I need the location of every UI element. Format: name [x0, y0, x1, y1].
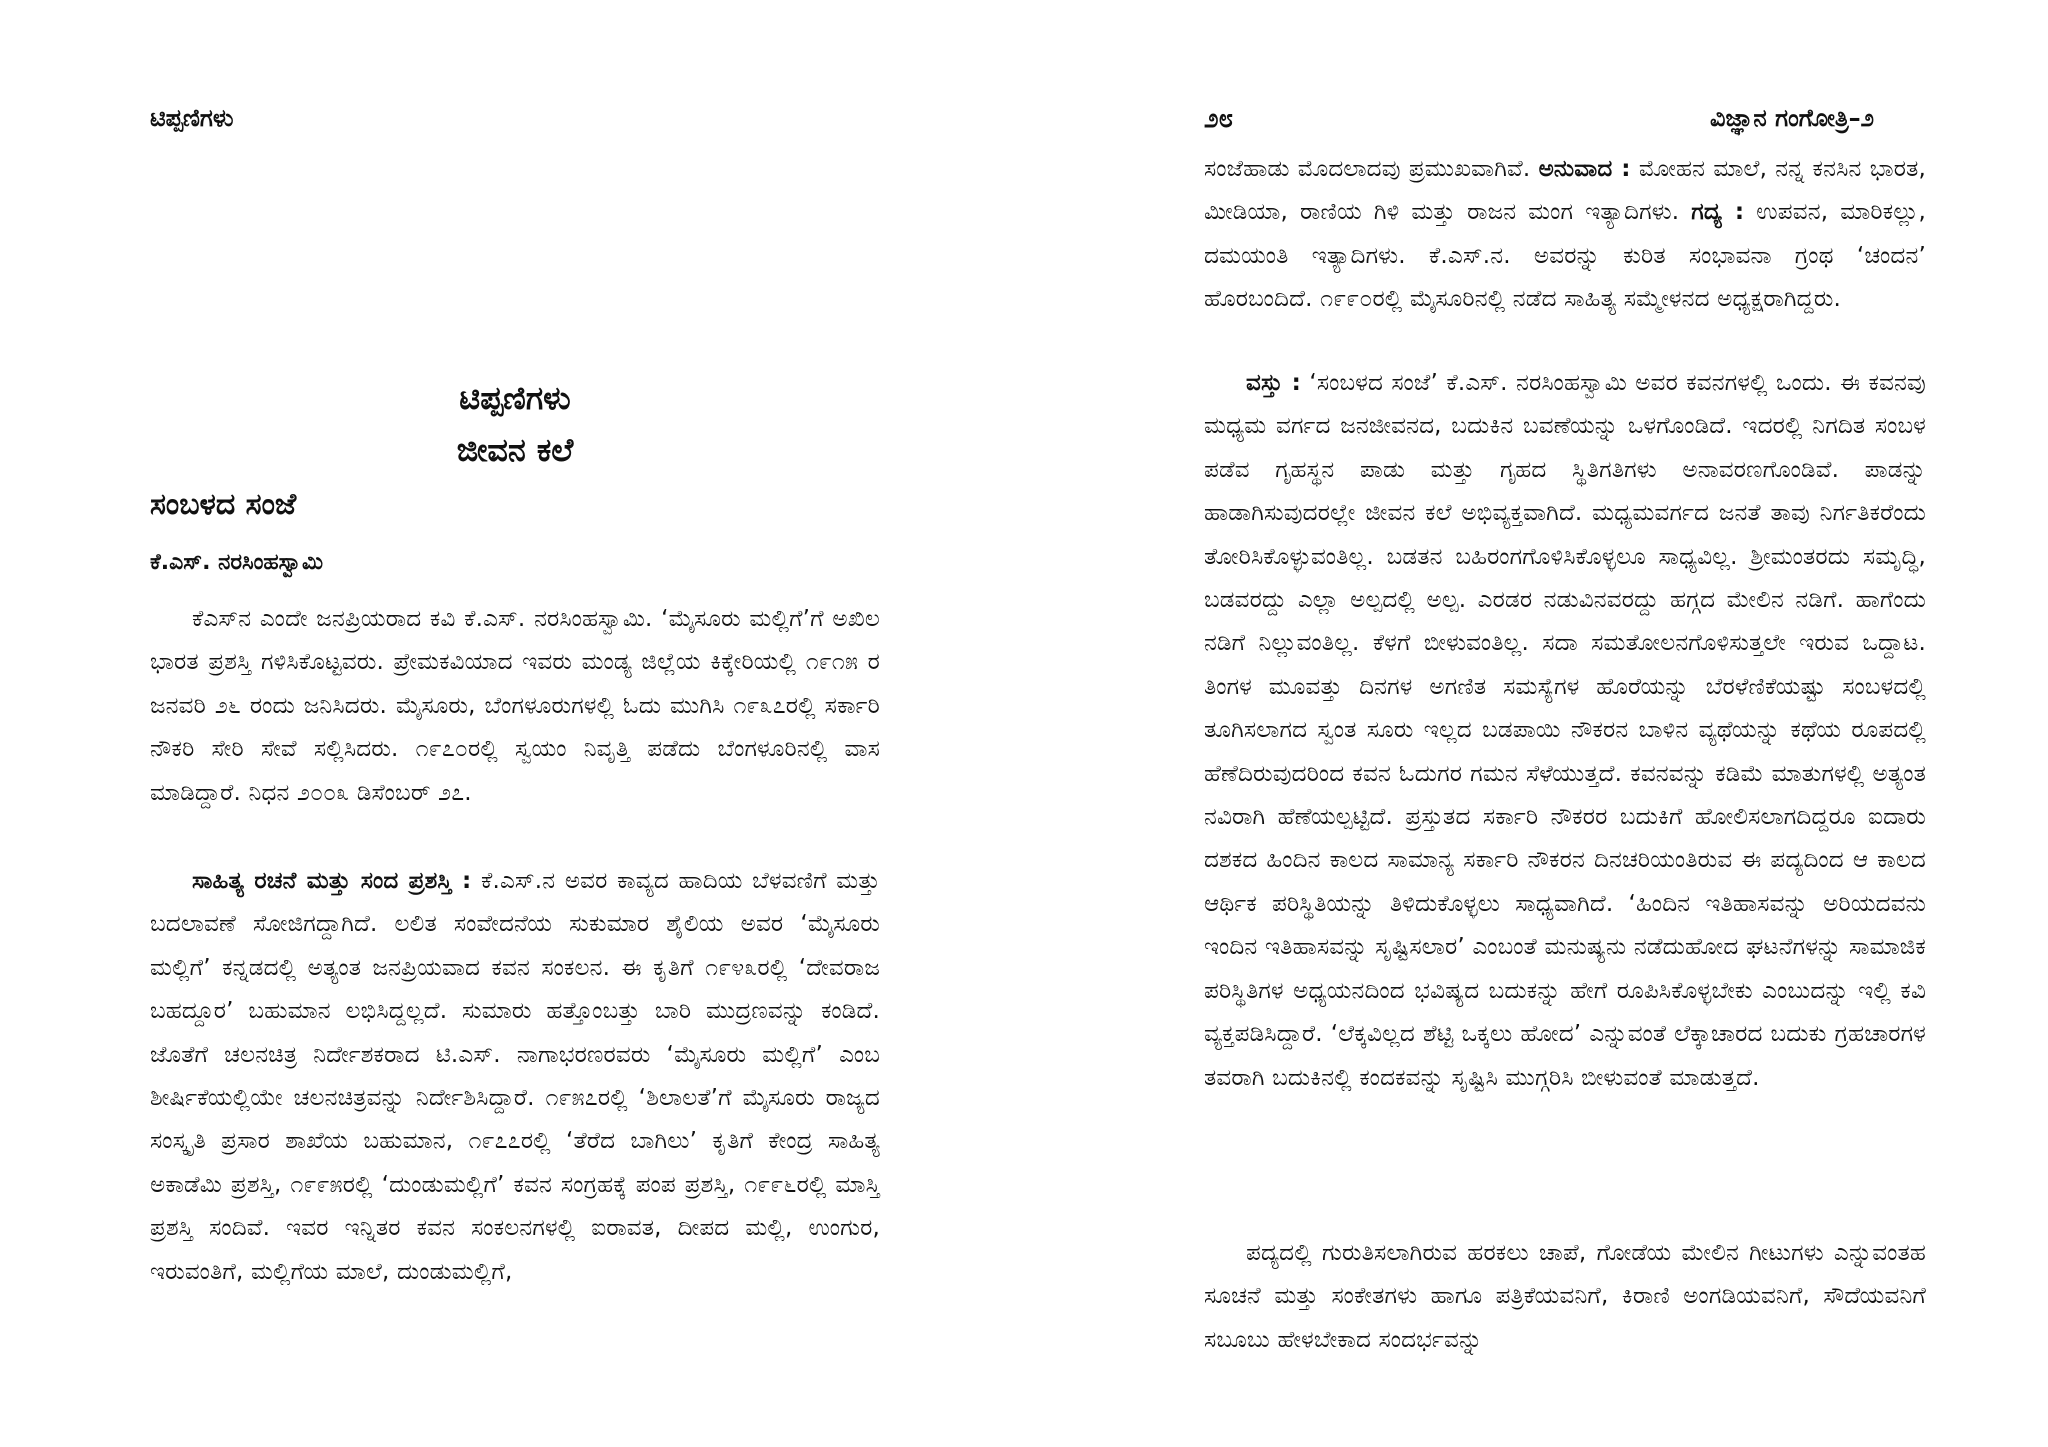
literary-works-paragraph: [150, 860, 880, 1294]
theme-body: ‘ಸಂಬಳದ ಸಂಜೆ’ ಕೆ.ಎಸ್. ನರಸಿಂಹಸ್ವಾಮಿ ಅವರ ಕವನಗಳಲ್ಲಿ ಒಂದು. ಈ ಕವನವು ಮಧ್ಯಮ ವರ್ಗದ ಜನಜೀವನದ, ಬದುಕಿನ ಬವಣೆಯನ್ನು ಒಳಗೊಂಡಿದೆ. ಇದರಲ್ಲಿ ನಿಗದಿತ ಸಂಬಳ ಪಡೆವ ಗೃಹಸ್ಥನ ಪಾಡು ಮತ್ತು ಗೃಹದ ಸ್ಥಿತಿಗತಿಗಳು ಅನಾವರಣಗೊಂಡಿವೆ. ಪಾಡನ್ನು ಹಾಡಾಗಿಸುವುದರಲ್ಲೇ ಜೀವನ ಕಲೆ ಅಭಿವ್ಯಕ್ತವಾಗಿದೆ. ಮಧ್ಯಮವರ್ಗದ ಜನತೆ ತಾವು ನಿರ್ಗತಿಕರೆಂದು ತೋರಿಸಿಕೊಳ್ಳುವಂತಿಲ್ಲ. ಬಡತನ ಬಹಿರಂಗಗೊಳಿಸಿಕೊಳ್ಳಲೂ ಸಾಧ್ಯವಿಲ್ಲ. ಶ್ರೀಮಂತರದು ಸಮೃದ್ಧಿ, ಬಡವರದ್ದು ಎಲ್ಲಾ ಅಲ್ಪದಲ್ಲಿ ಅಲ್ಪ. ಎರಡರ ನಡುವಿನವರದ್ದು ಹಗ್ಗದ ಮೇಲಿನ ನಡಿಗೆ. ಹಾಗೆಂದು ನಡಿಗೆ ನಿಲ್ಲುವಂತಿಲ್ಲ. ಕೆಳಗೆ ಬೀಳುವಂತಿಲ್ಲ. ಸದಾ ಸಮತೋಲನಗೊಳಿಸುತ್ತಲೇ ಇರುವ ಒದ್ದಾಟ. ತಿಂಗಳ ಮೂವತ್ತು ದಿನಗಳ ಅಗಣಿತ ಸಮಸ್ಯೆಗಳ ಹೊರೆಯನ್ನು ಬೆರಳೆಣಿಕೆಯಷ್ಟು ಸಂಬಳದಲ್ಲಿ ತೂಗಿಸಲಾಗದ ಸ್ವಂತ ಸೂರು ಇಲ್ಲದ ಬಡಪಾಯಿ ನೌಕರನ ಬಾಳಿನ ವ್ಯಥೆಯನ್ನು ಕಥೆಯ ರೂಪದಲ್ಲಿ ಹೆಣೆದಿರುವುದರಿಂದ ಕವನ ಓದುಗರ ಗಮನ ಸೆಳೆಯುತ್ತದೆ. ಕವನವನ್ನು ಕಡಿಮೆ ಮಾತುಗಳಲ್ಲಿ ಅತ್ಯಂತ ನವಿರಾಗಿ ಹೆಣೆಯಲ್ಪಟ್ಟಿದೆ. ಪ್ರಸ್ತುತದ ಸರ್ಕಾರಿ ನೌಕರರ ಬದುಕಿಗೆ ಹೋಲಿಸಲಾಗದಿದ್ದರೂ ಐದಾರು ದಶಕದ ಹಿಂದಿನ ಕಾಲದ ಸಾಮಾನ್ಯ ಸರ್ಕಾರಿ ನೌಕರನ ದಿನಚರಿಯಂತಿರುವ ಈ ಪದ್ಯದಿಂದ ಆ ಕಾಲದ ಆರ್ಥಿಕ ಪರಿಸ್ಥಿತಿಯನ್ನು ತಿಳಿದುಕೊಳ್ಳಲು ಸಾಧ್ಯವಾಗಿದೆ. ‘ಹಿಂದಿನ ಇತಿಹಾಸವನ್ನು ಅರಿಯದವನು ಇಂದಿನ ಇತಿಹಾಸವನ್ನು ಸೃಷ್ಟಿಸಲಾರ’ ಎಂಬಂತೆ ಮನುಷ್ಯನು ನಡೆದುಹೋದ ಘಟನೆಗಳನ್ನು ಸಾಮಾಜಿಕ ಪರಿಸ್ಥಿತಿಗಳ ಅಧ್ಯಯನದಿಂದ ಭವಿಷ್ಯದ ಬದುಕನ್ನು ಹೇಗೆ ರೂಪಿಸಿಕೊಳ್ಳಬೇಕು ಎಂಬುದನ್ನು ಇಲ್ಲಿ ಕವಿ ವ್ಯಕ್ತಪಡಿಸಿದ್ದಾರೆ. ‘ಲೆಕ್ಕವಿಲ್ಲದ ಶೆಟ್ಟಿ ಒಕ್ಕಲು ಹೋದ’ ಎನ್ನುವಂತೆ ಲೆಕ್ಕಾಚಾರದ ಬದುಕು ಗ್ರಹಚಾರಗಳ ತವರಾಗಿ ಬದುಕಿನಲ್ಲಿ ಕಂದಕವನ್ನು ಸೃಷ್ಟಿಸಿ ಮುಗ್ಗರಿಸಿ ಬೀಳುವಂತೆ ಮಾಡುತ್ತದೆ.: [1204, 370, 1926, 1091]
text-run: ಮೋಹನ ಮಾಲೆ, ನನ್ನ ಕನಸಿನ ಭಾರತ, ಮೀಡಿಯಾ, ರಾಣಿಯ ಗಿಳಿ ಮತ್ತು ರಾಜನ ಮಂಗ ಇತ್ಯಾದಿಗಳು.: [1204, 156, 1926, 226]
paragraph-heading: ಸಾಹಿತ್ಯ ರಚನೆ ಮತ್ತು ಸಂದ ಪ್ರಶಸ್ತಿ :: [192, 868, 472, 894]
author-name: ಕೆ.ಎಸ್. ನರಸಿಂಹಸ್ವಾಮಿ: [150, 550, 324, 575]
running-head-left: ಟಿಪ್ಪಣಿಗಳು: [150, 104, 234, 132]
text-run: ಸಂಜೆಹಾಡು ಮೊದಲಾದವು ಪ್ರಮುಖವಾಗಿವೆ.: [1204, 156, 1539, 182]
section-title: ಟಿಪ್ಪಣಿಗಳು: [459, 379, 571, 417]
running-head-right: ವಿಜ್ಞಾನ ಗಂಗೋತ್ರಿ–೨: [1710, 104, 1875, 132]
poem-title: ಸಂಬಳದ ಸಂಜೆ: [150, 487, 297, 522]
theme-heading: ವಸ್ತು :: [1246, 370, 1302, 396]
translation-heading: ಅನುವಾದ :: [1538, 156, 1631, 182]
text-run: ಉಪವನ, ಮಾರಿಕಲ್ಲು, ದಮಯಂತಿ ಇತ್ಯಾದಿಗಳು. ಕೆ.ಎಸ್.ನ. ಅವರನ್ನು ಕುರಿತ ಸಂಭಾವನಾ ಗ್ರಂಥ ‘ಚಂದನ’ ಹೊರಬಂದಿದೆ. ೧೯೯೦ರಲ್ಲಿ ಮೈಸೂರಿನಲ್ಲಿ ನಡೆದ ಸಾಹಿತ್ಯ ಸಮ್ಮೇಳನದ ಅಧ್ಯಕ್ಷರಾಗಿದ್ದರು.: [1204, 199, 1926, 313]
page-number: ೨೮: [1204, 104, 1234, 134]
section-subtitle: ಜೀವನ ಕಲೆ: [456, 431, 574, 469]
paragraph-body: ಕೆ.ಎಸ್.ನ ಅವರ ಕಾವ್ಯದ ಹಾದಿಯ ಬೆಳವಣಿಗೆ ಮತ್ತು ಬದಲಾವಣೆ ಸೋಜಿಗದ್ದಾಗಿದೆ. ಲಲಿತ ಸಂವೇದನೆಯ ಸುಕುಮಾರ ಶೈಲಿಯ ಅವರ ‘ಮೈಸೂರು ಮಲ್ಲಿಗೆ’ ಕನ್ನಡದಲ್ಲಿ ಅತ್ಯಂತ ಜನಪ್ರಿಯವಾದ ಕವನ ಸಂಕಲನ. ಈ ಕೃತಿಗೆ ೧೯೪೩ರಲ್ಲಿ ‘ದೇವರಾಜ ಬಹದ್ದೂರ’ ಬಹುಮಾನ ಲಭಿಸಿದ್ದಲ್ಲದೆ. ಸುಮಾರು ಹತ್ತೊಂಬತ್ತು ಬಾರಿ ಮುದ್ರಣವನ್ನು ಕಂಡಿದೆ. ಜೊತೆಗೆ ಚಲನಚಿತ್ರ ನಿರ್ದೇಶಕರಾದ ಟಿ.ಎಸ್. ನಾಗಾಭರಣರವರು ‘ಮೈಸೂರು ಮಲ್ಲಿಗೆ’ ಎಂಬ ಶೀರ್ಷಿಕೆಯಲ್ಲಿಯೇ ಚಲನಚಿತ್ರವನ್ನು ನಿರ್ದೇಶಿಸಿದ್ದಾರೆ. ೧೯೫೭ರಲ್ಲಿ ‘ಶಿಲಾಲತೆ’ಗೆ ಮೈಸೂರು ರಾಜ್ಯದ ಸಂಸ್ಕೃತಿ ಪ್ರಸಾರ ಶಾಖೆಯ ಬಹುಮಾನ, ೧೯೭೭ರಲ್ಲಿ ‘ತೆರೆದ ಬಾಗಿಲು’ ಕೃತಿಗೆ ಕೇಂದ್ರ ಸಾಹಿತ್ಯ ಅಕಾಡೆಮಿ ಪ್ರಶಸ್ತಿ, ೧೯೯೫ರಲ್ಲಿ ‘ದುಂಡುಮಲ್ಲಿಗೆ’ ಕವನ ಸಂಗ್ರಹಕ್ಕೆ ಪಂಪ ಪ್ರಶಸ್ತಿ, ೧೯೯೬ರಲ್ಲಿ ಮಾಸ್ತಿ ಪ್ರಶಸ್ತಿ ಸಂದಿವೆ. ಇವರ ಇನ್ನಿತರ ಕವನ ಸಂಕಲನಗಳಲ್ಲಿ ಐರಾವತ, ದೀಪದ ಮಲ್ಲಿ, ಉಂಗುರ, ಇರುವಂತಿಗೆ, ಮಲ್ಲಿಗೆಯ ಮಾಲೆ, ದುಂಡುಮಲ್ಲಿಗೆ,: [150, 868, 880, 1285]
right-page: [1024, 0, 2048, 1447]
symbols-paragraph: ಪದ್ಯದಲ್ಲಿ ಗುರುತಿಸಲಾಗಿರುವ ಹರಕಲು ಚಾಪೆ, ಗೋಡೆಯ ಮೇಲಿನ ಗೀಟುಗಳು ಎನ್ನುವಂತಹ ಸೂಚನೆ ಮತ್ತು ಸಂಕೇತಗಳು ಹಾಗೂ ಪತ್ರಿಕೆಯವನಿಗೆ, ಕಿರಾಣಿ ಅಂಗಡಿಯವನಿಗೆ, ಸೌದೆಯವನಿಗೆ ಸಬೂಬು ಹೇಳಬೇಕಾದ ಸಂದರ್ಭವನ್ನು: [1204, 1240, 1926, 1353]
theme-paragraph: [1204, 362, 1926, 1100]
works-continued-paragraph: [1204, 148, 1926, 322]
prose-heading: ಗದ್ಯ :: [1691, 199, 1745, 226]
biography-paragraph: ಕೆಎಸ್‌ನ ಎಂದೇ ಜನಪ್ರಿಯರಾದ ಕವಿ ಕೆ.ಎಸ್. ನರಸಿಂಹಸ್ವಾಮಿ. ‘ಮೈಸೂರು ಮಲ್ಲಿಗೆ’ಗೆ ಅಖಿಲ ಭಾರತ ಪ್ರಶಸ್ತಿ ಗಳಿಸಿಕೊಟ್ಟವರು. ಪ್ರೇಮಕವಿಯಾದ ಇವರು ಮಂಡ್ಯ ಜಿಲ್ಲೆಯ ಕಿಕ್ಕೇರಿಯಲ್ಲಿ ೧೯೧೫ ರ ಜನವರಿ ೨೬ ರಂದು ಜನಿಸಿದರು. ಮೈಸೂರು, ಬೆಂಗಳೂರುಗಳಲ್ಲಿ ಓದು ಮುಗಿಸಿ ೧೯೩೭ರಲ್ಲಿ ಸರ್ಕಾರಿ ನೌಕರಿ ಸೇರಿ ಸೇವೆ ಸಲ್ಲಿಸಿದರು. ೧೯೭೦ರಲ್ಲಿ ಸ್ವಯಂ ನಿವೃತ್ತಿ ಪಡೆದು ಬೆಂಗಳೂರಿನಲ್ಲಿ ವಾಸ ಮಾಡಿದ್ದಾರೆ. ನಿಧನ ೨೦೦೩ ಡಿಸೆಂಬರ್ ೨೭.: [150, 606, 880, 806]
